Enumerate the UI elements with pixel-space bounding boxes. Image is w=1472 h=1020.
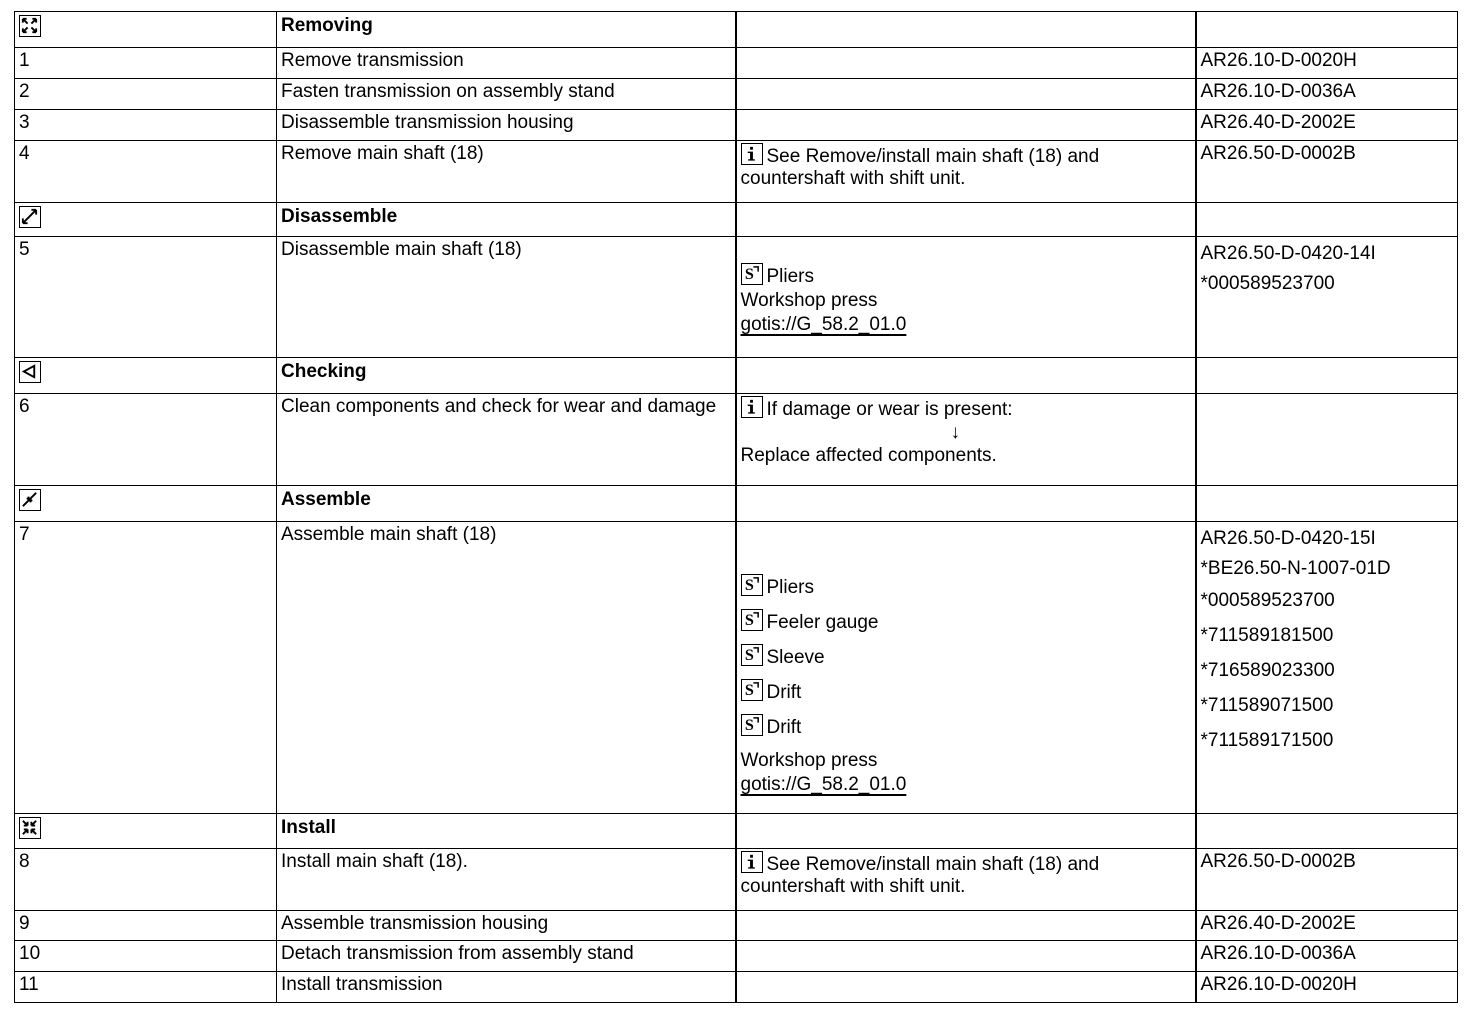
step-number: 2 bbox=[15, 79, 277, 110]
info-icon bbox=[741, 143, 763, 165]
part-number: *711589171500 bbox=[1200, 730, 1334, 751]
install-arrows-icon bbox=[19, 817, 41, 839]
step-text: Remove main shaft (18) bbox=[277, 141, 736, 203]
step-text: Assemble transmission housing bbox=[277, 911, 736, 941]
check-triangle-icon bbox=[19, 361, 41, 383]
tool-name: Pliers bbox=[766, 577, 815, 598]
result-text: Replace affected components. bbox=[740, 445, 997, 466]
special-tool-icon bbox=[741, 609, 763, 631]
part-number: *000589523700 bbox=[1200, 272, 1335, 294]
part-number: *000589523700 bbox=[1200, 590, 1335, 611]
info-icon bbox=[741, 851, 763, 873]
section-title: Checking bbox=[277, 358, 736, 394]
step-number: 8 bbox=[15, 849, 277, 911]
part-number: *711589071500 bbox=[1200, 695, 1334, 716]
table-row bbox=[15, 79, 1458, 110]
table-row bbox=[15, 911, 1458, 941]
step-text: Assemble main shaft (18) bbox=[277, 522, 736, 814]
part-number: *711589181500 bbox=[1200, 625, 1334, 646]
tool-name: Drift bbox=[766, 682, 802, 703]
reference-link[interactable]: AR26.10-D-0020H bbox=[1196, 48, 1458, 79]
step-number: 9 bbox=[15, 911, 277, 941]
workshop-press: Workshop press bbox=[740, 290, 878, 311]
section-title: Removing bbox=[277, 12, 736, 48]
svg-text:S: S bbox=[744, 647, 754, 664]
part-number: *716589023300 bbox=[1200, 660, 1335, 681]
step-number: 4 bbox=[15, 141, 277, 203]
procedure-table bbox=[14, 11, 1458, 1003]
svg-text:S: S bbox=[744, 612, 754, 629]
step-text: Disassemble main shaft (18) bbox=[277, 237, 736, 358]
reference-link[interactable]: AR26.10-D-0036A bbox=[1196, 79, 1458, 110]
info-note: See Remove/install main shaft (18) and countershaft with shift unit. bbox=[740, 854, 1100, 897]
svg-text:S: S bbox=[744, 266, 754, 283]
section-title: Disassemble bbox=[277, 203, 736, 237]
info-note: See Remove/install main shaft (18) and countershaft with shift unit. bbox=[740, 146, 1100, 189]
reference-link[interactable]: AR26.50-D-0002B bbox=[1196, 849, 1458, 911]
reference-link[interactable]: *BE26.50-N-1007-01D bbox=[1200, 557, 1391, 579]
step-number: 6 bbox=[15, 394, 277, 486]
special-tool-icon bbox=[741, 574, 763, 596]
svg-text:S: S bbox=[744, 717, 754, 734]
section-row-disassemble bbox=[15, 203, 1458, 237]
tool-name: Sleeve bbox=[766, 647, 825, 668]
disassemble-arrow-icon bbox=[19, 206, 41, 228]
step-text: Clean components and check for wear and damage bbox=[277, 394, 736, 486]
table-row bbox=[15, 522, 1458, 814]
step-text: Disassemble transmission housing bbox=[277, 110, 736, 141]
step-number: 5 bbox=[15, 237, 277, 358]
reference-link[interactable]: AR26.10-D-0020H bbox=[1196, 972, 1458, 1003]
table-row bbox=[15, 48, 1458, 79]
step-text: Install transmission bbox=[277, 972, 736, 1003]
step-text: Detach transmission from assembly stand bbox=[277, 941, 736, 972]
special-tool-icon bbox=[741, 263, 763, 285]
step-number: 3 bbox=[15, 110, 277, 141]
section-row-removing bbox=[15, 12, 1458, 48]
step-number: 7 bbox=[15, 522, 277, 814]
table-row bbox=[15, 110, 1458, 141]
special-tool-icon bbox=[741, 644, 763, 666]
workshop-press: Workshop press bbox=[740, 750, 878, 771]
tool-name: Drift bbox=[766, 717, 802, 738]
reference-link[interactable]: AR26.40-D-2002E bbox=[1196, 110, 1458, 141]
down-arrow: ↓ bbox=[950, 422, 960, 443]
step-text: Fasten transmission on assembly stand bbox=[277, 79, 736, 110]
step-text: Install main shaft (18). bbox=[277, 849, 736, 911]
reference-link[interactable]: AR26.50-D-0420-15I bbox=[1200, 528, 1376, 549]
section-title: Assemble bbox=[277, 486, 736, 522]
special-tool-icon bbox=[741, 714, 763, 736]
info-icon bbox=[741, 396, 763, 418]
tool-name: Pliers bbox=[766, 266, 815, 287]
remove-arrows-icon bbox=[19, 15, 41, 37]
section-row-checking bbox=[15, 358, 1458, 394]
section-title: Install bbox=[277, 814, 736, 849]
step-number: 10 bbox=[15, 941, 277, 972]
table-row bbox=[15, 941, 1458, 972]
step-number: 11 bbox=[15, 972, 277, 1003]
step-number: 1 bbox=[15, 48, 277, 79]
svg-text:S: S bbox=[744, 682, 754, 699]
reference-link[interactable]: AR26.50-D-0420-14I bbox=[1200, 243, 1376, 264]
section-row-install bbox=[15, 814, 1458, 849]
special-tool-icon bbox=[741, 679, 763, 701]
gotis-link[interactable]: gotis://G_58.2_01.0 bbox=[740, 314, 907, 335]
table-row bbox=[15, 972, 1458, 1003]
table-row bbox=[15, 237, 1458, 358]
assemble-arrow-icon bbox=[19, 489, 41, 511]
section-row-assemble bbox=[15, 486, 1458, 522]
reference-link[interactable]: AR26.40-D-2002E bbox=[1196, 911, 1458, 941]
tool-name: Feeler gauge bbox=[766, 612, 879, 633]
table-row bbox=[15, 394, 1458, 486]
info-note: If damage or wear is present: bbox=[766, 399, 1013, 420]
table-row bbox=[15, 141, 1458, 203]
gotis-link[interactable]: gotis://G_58.2_01.0 bbox=[740, 774, 907, 795]
step-text: Remove transmission bbox=[277, 48, 736, 79]
table-row bbox=[15, 849, 1458, 911]
svg-text:S: S bbox=[744, 577, 754, 594]
reference-link[interactable]: AR26.10-D-0036A bbox=[1196, 941, 1458, 972]
reference-link[interactable]: AR26.50-D-0002B bbox=[1196, 141, 1458, 203]
